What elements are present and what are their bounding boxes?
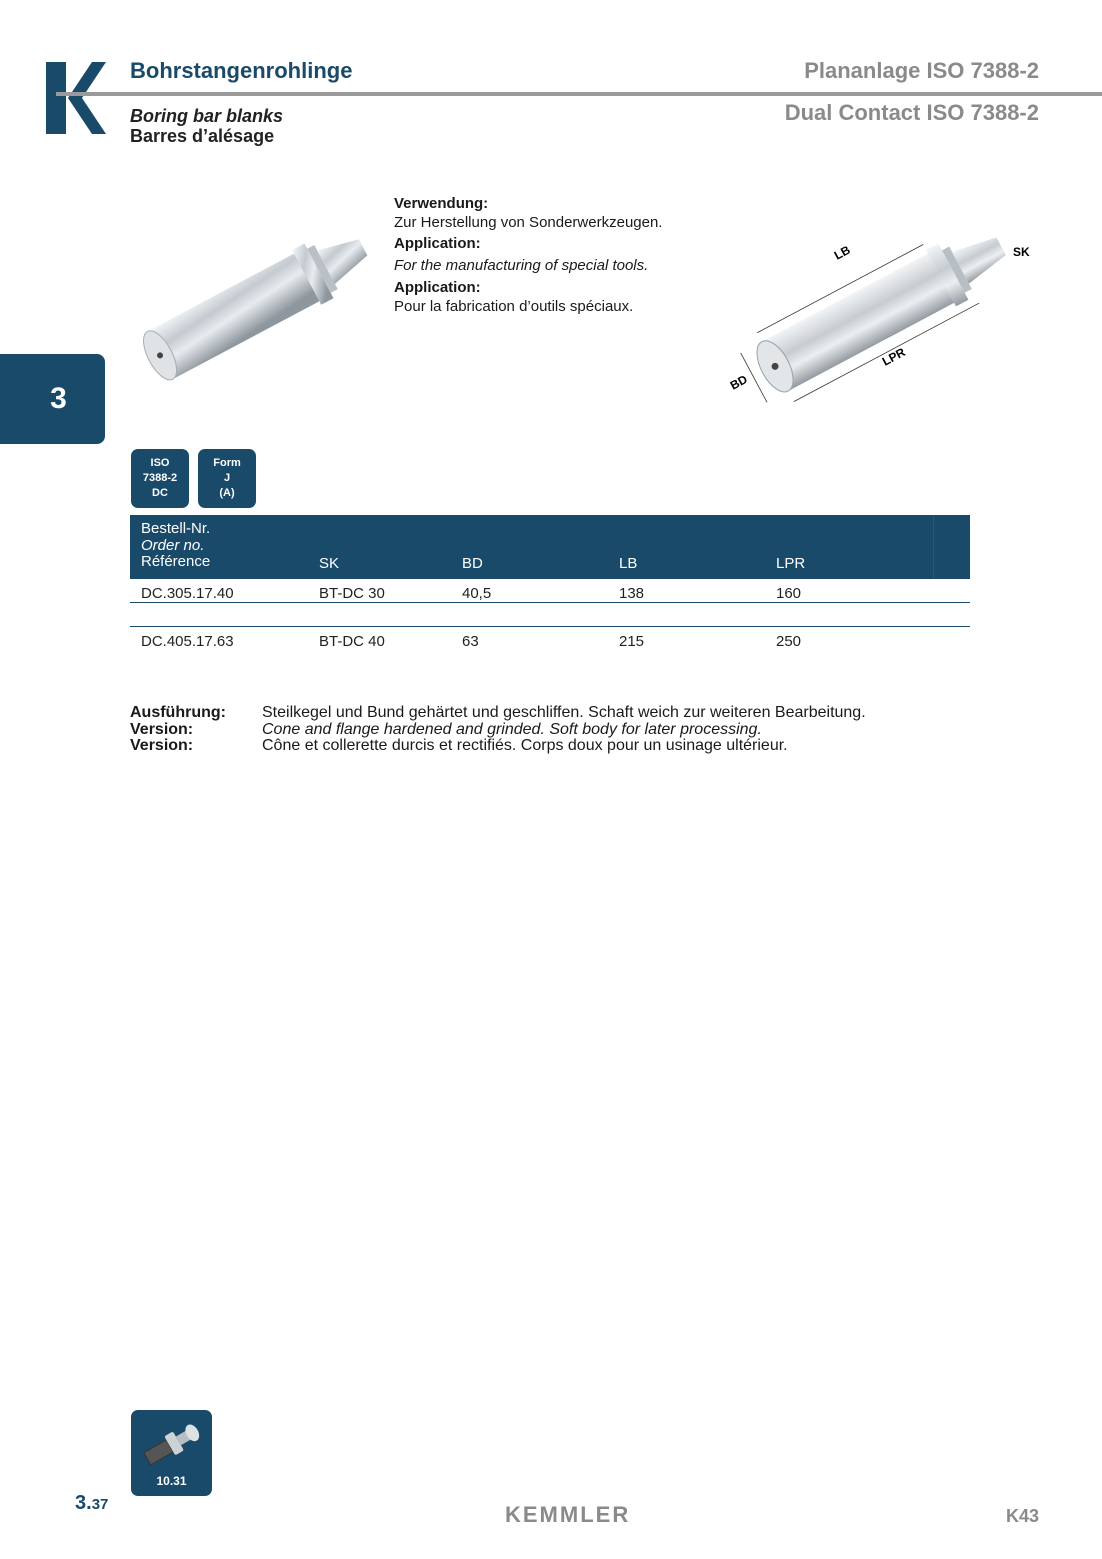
page-subtitle-en: Boring bar blanks	[130, 106, 284, 126]
form-badge-line: J	[223, 472, 231, 484]
iso-badge-line: 7388-2	[142, 472, 178, 484]
catalog-code: K43	[1005, 1506, 1039, 1526]
label-bd: BD	[727, 372, 750, 393]
col-order-fr: Référence	[141, 553, 211, 570]
usage-block	[394, 194, 662, 316]
related-product-ref: 10.31	[156, 1474, 187, 1488]
form-badge	[198, 449, 256, 508]
col-bd: BD	[462, 555, 483, 572]
usage-text-de: Zur Herstellung von Sonderwerkzeugen.	[394, 214, 663, 231]
usage-text-en: For the manufacturing of special tools.	[394, 257, 649, 274]
chapter-number: 3	[50, 382, 67, 415]
boring-bar-photo	[122, 208, 384, 388]
cell-lb: 215	[619, 633, 645, 650]
version-label-de: Ausführung:	[130, 704, 226, 721]
chapter-tab[interactable]	[0, 354, 105, 444]
dimension-drawing	[715, 190, 1045, 422]
label-lpr: LPR	[879, 345, 908, 369]
col-lb: LB	[619, 555, 638, 572]
col-lpr: LPR	[776, 555, 806, 572]
label-sk: SK	[1013, 245, 1030, 259]
version-text-en: Cone and flange hardened and grinded. Soft body for later processing.	[262, 720, 762, 738]
col-order	[141, 521, 210, 571]
table-header	[130, 515, 970, 579]
page-number-main: 3.	[75, 1492, 92, 1514]
header-separator	[933, 515, 934, 579]
standard-title: Plananlage ISO 7388-2	[804, 58, 1039, 83]
page-title: Bohrstangenrohlinge	[130, 58, 353, 83]
form-badge-line: Form	[213, 457, 241, 469]
page-subtitle-fr: Barres d’alésage	[130, 126, 275, 146]
pull-stud-icon	[135, 1414, 208, 1472]
page-number-sub: 37	[91, 1496, 109, 1513]
cell-sk: BT-DC 40	[319, 633, 385, 650]
usage-text-fr: Pour la fabrication d’outils spéciaux.	[394, 298, 634, 315]
usage-label-en: Application:	[394, 235, 481, 252]
version-text-de: Steilkegel und Bund gehärtet und geschliffen. Schaft weich zur weiteren Bearbeitung.	[262, 704, 866, 721]
cell-lpr: 160	[776, 585, 802, 602]
cell-bd: 63	[462, 633, 479, 650]
col-order-en: Order no.	[141, 536, 205, 554]
kemmler-logo	[46, 62, 106, 134]
version-label-en: Version:	[130, 720, 194, 738]
cell-lpr: 250	[776, 633, 802, 650]
version-label-fr: Version:	[130, 737, 194, 754]
cell-bd: 40,5	[462, 585, 492, 602]
table-row[interactable]	[130, 627, 970, 650]
product-table	[130, 515, 970, 650]
cell-order: DC.305.17.40	[141, 585, 234, 602]
page-number	[75, 1492, 108, 1515]
col-order-de: Bestell-Nr.	[141, 520, 211, 537]
iso-badge-line: ISO	[150, 457, 170, 469]
usage-label-de: Verwendung:	[394, 195, 489, 212]
cell-order: DC.405.17.63	[141, 633, 234, 650]
brand-name: KEMMLER	[505, 1502, 631, 1527]
iso-badge-line: DC	[152, 487, 168, 499]
header-rule	[56, 92, 1102, 96]
standard-subtitle: Dual Contact ISO 7388-2	[784, 100, 1039, 125]
cell-sk: BT-DC 30	[319, 585, 385, 602]
form-badge-line: (A)	[219, 487, 235, 499]
label-lb: LB	[831, 242, 853, 263]
related-product-link[interactable]	[131, 1410, 212, 1496]
usage-label-fr: Application:	[394, 279, 481, 296]
iso-badge	[131, 449, 189, 508]
col-sk: SK	[319, 555, 340, 572]
cell-lb: 138	[619, 585, 645, 602]
table-row[interactable]	[130, 579, 970, 602]
version-text-fr: Cône et collerette durcis et rectifiés. Corps doux pour un usinage ultérieur.	[262, 737, 788, 754]
row-spacer	[130, 603, 970, 626]
